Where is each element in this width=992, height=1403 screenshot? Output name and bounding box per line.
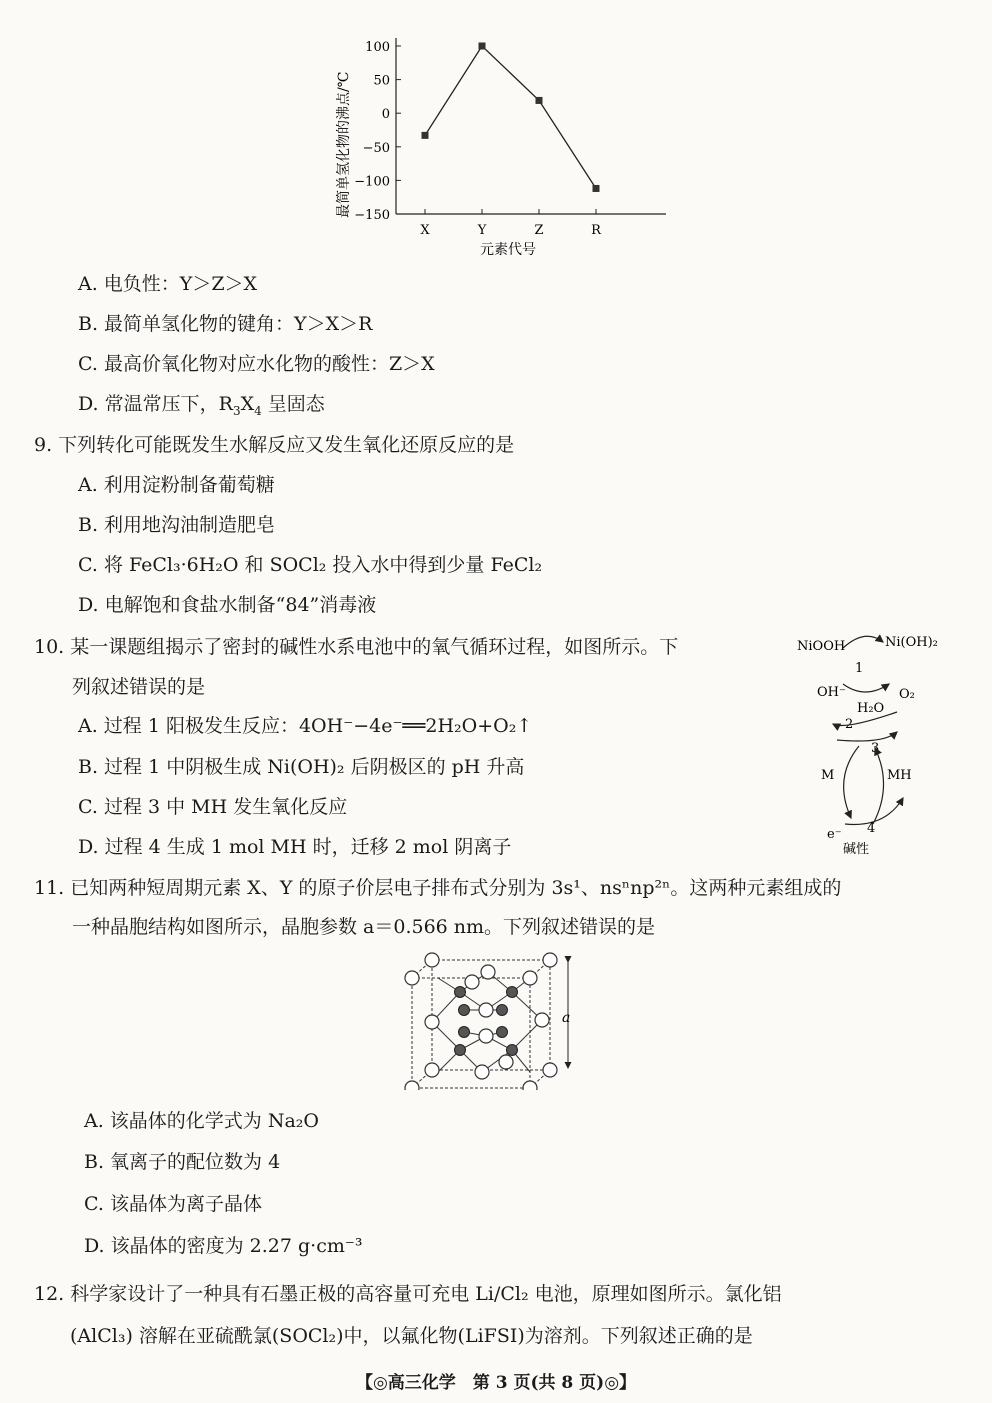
q9-option-a: A. 利用淀粉制备葡萄糖 bbox=[78, 474, 275, 496]
label-niooh: NiOOH bbox=[797, 639, 846, 654]
label-3: 3 bbox=[871, 741, 880, 756]
arrow-m-up bbox=[873, 748, 884, 824]
q11-stem-line1: 11. 已知两种短周期元素 X、Y 的原子价层电子排布式分别为 3s¹、nsⁿnp²ⁿ。这两种元素组成的 bbox=[34, 877, 842, 899]
q12-stem-line1: 12. 科学家设计了一种具有石墨正极的高容量可充电 Li/Cl₂ 电池，原理如图所示。氯化铝 bbox=[34, 1283, 782, 1305]
q8-option-b: B. 最简单氢化物的键角：Y＞X＞R bbox=[78, 313, 373, 335]
label-base: 碱性 bbox=[843, 842, 870, 857]
data-point-z bbox=[536, 97, 543, 104]
label-h2o: H₂O bbox=[857, 701, 885, 716]
q8-option-d-pre: D. 常温常压下，R bbox=[78, 393, 233, 415]
x-tick-label: Y bbox=[477, 223, 487, 238]
arrow-process-1 bbox=[843, 636, 883, 648]
x-tick-label: X bbox=[420, 223, 430, 238]
data-point-r bbox=[593, 185, 600, 192]
y-tick-label: −100 bbox=[354, 174, 390, 190]
q10-option-b: B. 过程 1 中阴极生成 Ni(OH)₂ 后阴极区的 pH 升高 bbox=[78, 756, 525, 778]
arrow-process-3 bbox=[837, 732, 897, 741]
q8-option-d-mid: X bbox=[240, 393, 255, 415]
q12-stem-line2: (AlCl₃) 溶解在亚硫酰氯(SOCl₂)中，以氟化物(LiFSI)为溶剂。下列叙述正确的是 bbox=[70, 1325, 753, 1347]
q8-option-d-sub2: 4 bbox=[254, 403, 262, 418]
x-tick-label: R bbox=[591, 223, 601, 238]
q10-option-d: D. 过程 4 生成 1 mol MH 时，迁移 2 mol 阴离子 bbox=[78, 836, 512, 858]
y-tick-label: −50 bbox=[362, 140, 390, 156]
q11-option-c: C. 该晶体为离子晶体 bbox=[84, 1193, 262, 1215]
boiling-point-chart bbox=[330, 28, 680, 263]
label-m: M bbox=[821, 768, 835, 783]
q8-option-d-post: 呈固态 bbox=[261, 393, 325, 415]
x-tick-label: Z bbox=[534, 223, 544, 238]
q9-option-c: C. 将 FeCl₃·6H₂O 和 SOCl₂ 投入水中得到少量 FeCl₂ bbox=[78, 554, 543, 576]
page-footer: 【◎高三化学 第 3 页(共 8 页)◎】 bbox=[355, 1373, 637, 1393]
q9-option-b: B. 利用地沟油制造肥皂 bbox=[78, 514, 276, 536]
arrow-mh-down bbox=[844, 746, 859, 818]
q10-option-c: C. 过程 3 中 MH 发生氧化反应 bbox=[78, 796, 348, 818]
y-tick-label: 0 bbox=[381, 107, 390, 123]
q9-option-d: D. 电解饱和食盐水制备“84”消毒液 bbox=[78, 594, 377, 616]
label-o2: O₂ bbox=[899, 687, 915, 702]
q11-option-d: D. 该晶体的密度为 2.27 g·cm⁻³ bbox=[84, 1235, 363, 1257]
q11-option-a: A. 该晶体的化学式为 Na₂O bbox=[84, 1110, 319, 1132]
chart-ylabel: 最简单氢化物的沸点/℃ bbox=[336, 71, 352, 218]
q10-stem-line1: 10. 某一课题组揭示了密封的碱性水系电池中的氧气循环过程，如图所示。下 bbox=[34, 636, 679, 658]
q9-stem: 9. 下列转化可能既发生水解反应又发生氧化还原反应的是 bbox=[34, 434, 515, 456]
q11-stem-line2: 一种晶胞结构如图所示，晶胞参数 a＝0.566 nm。下列叙述错误的是 bbox=[72, 916, 656, 938]
y-tick-label: −150 bbox=[354, 208, 390, 223]
q11-option-b: B. 氧离子的配位数为 4 bbox=[84, 1151, 281, 1173]
crystal-cell-diagram bbox=[402, 950, 587, 1090]
data-point-x bbox=[422, 132, 429, 139]
y-tick-label: 100 bbox=[365, 40, 390, 55]
label-nioh2: Ni(OH)₂ bbox=[885, 635, 938, 650]
cell-parameter-label: a bbox=[562, 1010, 571, 1026]
chart-xlabel: 元素代号 bbox=[480, 242, 536, 258]
y-tick-label: 50 bbox=[373, 73, 390, 89]
arrow-oh-to-o2 bbox=[843, 684, 889, 692]
data-point-y bbox=[479, 43, 486, 50]
label-oh: OH⁻ bbox=[817, 685, 846, 700]
label-2: 2 bbox=[845, 717, 854, 732]
label-e: e⁻ bbox=[827, 827, 842, 842]
q8-option-a: A. 电负性：Y＞Z＞X bbox=[78, 273, 258, 295]
q8-option-c: C. 最高价氧化物对应水化物的酸性：Z＞X bbox=[78, 353, 435, 375]
q10-stem-line2: 列叙述错误的是 bbox=[72, 676, 206, 698]
label-4: 4 bbox=[867, 821, 876, 836]
series-line bbox=[425, 46, 596, 188]
q10-option-a: A. 过程 1 阳极发生反应：4OH⁻−4e⁻══2H₂O+O₂↑ bbox=[78, 715, 533, 737]
label-mh: MH bbox=[887, 768, 912, 783]
label-1: 1 bbox=[855, 661, 864, 676]
oxygen-cycle-diagram bbox=[785, 628, 960, 863]
q8-option-d bbox=[78, 390, 325, 425]
q8-option-d-sub1: 3 bbox=[232, 403, 241, 418]
